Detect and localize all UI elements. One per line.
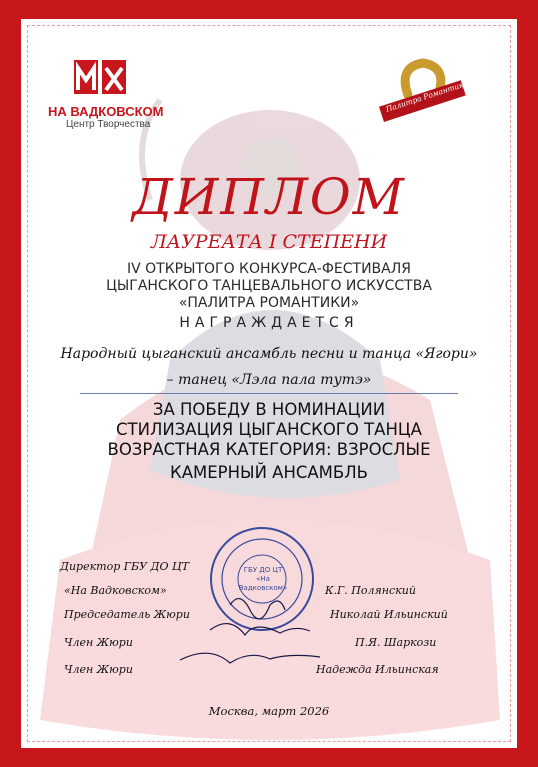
director-role-1: Директор ГБУ ДО ЦТ — [60, 560, 189, 573]
diploma-title: ДИПЛОМ — [132, 168, 406, 226]
logo-brand: НА ВАДКОВСКОМ — [48, 104, 164, 119]
stamp-text: ГБУ ДО ЦТ «На Вадковском» — [238, 566, 288, 592]
nomination-line-2: СТИЛИЗАЦИЯ ЦЫГАНСКОГО ТАНЦА — [116, 420, 422, 439]
festival-logo-text: Палитра Романтики — [384, 78, 470, 114]
member2-name: Надежда Ильинская — [316, 663, 439, 676]
handwritten-signatures — [170, 585, 370, 675]
logo-sub: Центр Творчества — [66, 119, 151, 130]
contest-line-3: «ПАЛИТРА РОМАНТИКИ» — [178, 295, 360, 311]
center-logo — [48, 58, 168, 138]
ensemble-line-2: – танец «Лэла пала тутэ» — [166, 372, 372, 388]
contest-line-2: ЦЫГАНСКОГО ТАНЦЕВАЛЬНОГО ИСКУССТВА — [106, 278, 432, 294]
nomination-line-1: ЗА ПОБЕДУ В НОМИНАЦИИ — [152, 400, 386, 419]
building-icon — [48, 58, 168, 98]
contest-line-1: IV ОТКРЫТОГО КОНКУРСА-ФЕСТИВАЛЯ — [127, 261, 411, 277]
divider-line — [80, 393, 458, 394]
awarded-label: НАГРАЖДАЕТСЯ — [179, 315, 359, 331]
chair-name: Николай Ильинский — [330, 608, 448, 621]
festival-logo — [378, 55, 468, 125]
member1-role: Член Жюри — [64, 636, 133, 649]
member2-role: Член Жюри — [64, 663, 133, 676]
place-date: Москва, март 2026 — [208, 704, 330, 718]
director-name: К.Г. Полянский — [325, 584, 416, 597]
director-role-2: «На Вадковском» — [64, 584, 167, 597]
chair-role: Председатель Жюри — [64, 608, 190, 621]
nomination-line-4: КАМЕРНЫЙ АНСАМБЛЬ — [170, 463, 368, 482]
diploma-subtitle: ЛАУРЕАТА I СТЕПЕНИ — [150, 231, 388, 253]
nomination-line-3: ВОЗРАСТНАЯ КАТЕГОРИЯ: ВЗРОСЛЫЕ — [107, 440, 431, 459]
ensemble-line-1: Народный цыганский ансамбль песни и танца «Ягори» — [60, 346, 478, 362]
member1-name: П.Я. Шаркози — [355, 636, 437, 649]
